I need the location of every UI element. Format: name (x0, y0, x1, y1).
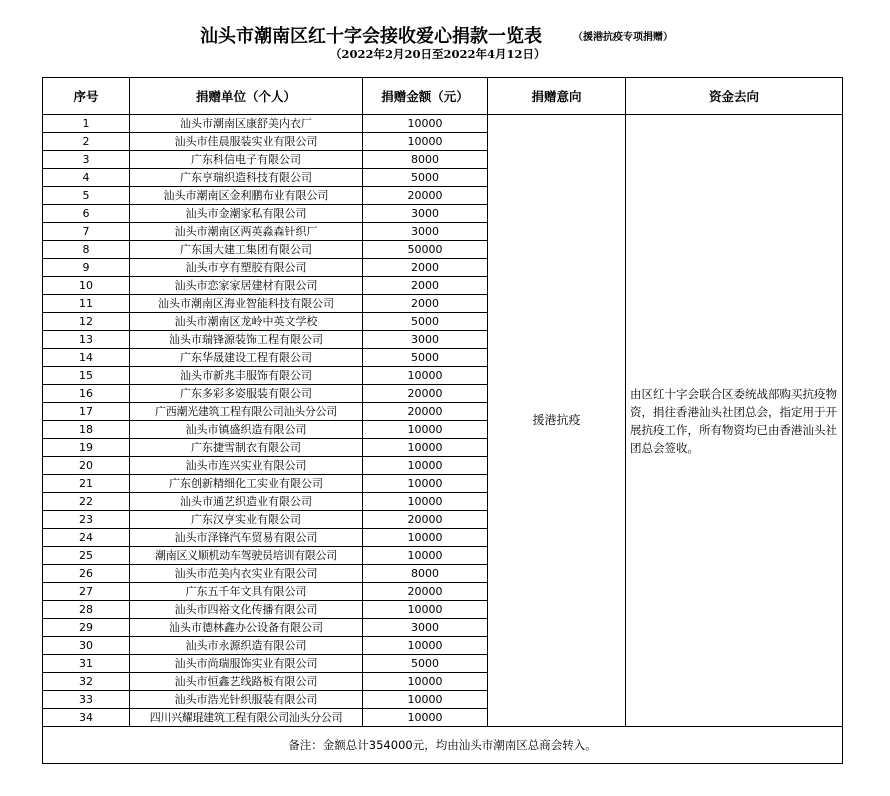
donation-amount: 10000 (363, 637, 488, 655)
document-title: 汕头市潮南区红十字会接收爱心捐款一览表 (200, 26, 542, 47)
donation-amount: 3000 (363, 205, 488, 223)
row-number: 24 (43, 529, 130, 547)
donation-amount: 10000 (363, 709, 488, 727)
column-header-amount: 捐赠金额（元） (363, 78, 488, 115)
row-number: 17 (43, 403, 130, 421)
row-number: 2 (43, 133, 130, 151)
donor-name: 汕头市镇盛织造有限公司 (130, 421, 363, 439)
donor-name: 广东科信电子有限公司 (130, 151, 363, 169)
donor-name: 汕头市潮南区两英淼森针织厂 (130, 223, 363, 241)
donation-amount: 20000 (363, 187, 488, 205)
donor-name: 汕头市范美内衣实业有限公司 (130, 565, 363, 583)
donor-name: 广东捷雪制衣有限公司 (130, 439, 363, 457)
row-number: 31 (43, 655, 130, 673)
donor-name: 广东多彩多姿服装有限公司 (130, 385, 363, 403)
donation-amount: 10000 (363, 475, 488, 493)
donation-amount: 5000 (363, 349, 488, 367)
row-number: 25 (43, 547, 130, 565)
table-row (43, 115, 843, 133)
donor-name: 广东汉亨实业有限公司 (130, 511, 363, 529)
donation-amount: 5000 (363, 655, 488, 673)
row-number: 22 (43, 493, 130, 511)
donor-name: 汕头市恒鑫艺线路板有限公司 (130, 673, 363, 691)
donor-name: 汕头市潮南区海业智能科技有限公司 (130, 295, 363, 313)
donation-amount: 10000 (363, 115, 488, 133)
donor-name: 汕头市泽锋汽车贸易有限公司 (130, 529, 363, 547)
row-number: 29 (43, 619, 130, 637)
donor-name: 汕头市通艺织造业有限公司 (130, 493, 363, 511)
row-number: 8 (43, 241, 130, 259)
row-number: 20 (43, 457, 130, 475)
donation-amount: 2000 (363, 277, 488, 295)
row-number: 16 (43, 385, 130, 403)
column-header-no: 序号 (43, 78, 130, 115)
donor-name: 广东创新精细化工实业有限公司 (130, 475, 363, 493)
donation-amount: 10000 (363, 421, 488, 439)
donor-name: 汕头市尚瑞服饰实业有限公司 (130, 655, 363, 673)
donation-amount: 20000 (363, 511, 488, 529)
row-number: 3 (43, 151, 130, 169)
donor-name: 四川兴耀琨建筑工程有限公司汕头分公司 (130, 709, 363, 727)
row-number: 27 (43, 583, 130, 601)
donation-amount: 10000 (363, 133, 488, 151)
row-number: 33 (43, 691, 130, 709)
row-number: 13 (43, 331, 130, 349)
fund-destination: 由区红十字会联合区委统战部购买抗疫物资，捐往香港汕头社团总会，指定用于开展抗疫工作，所有物资均已由香港汕头社团总会签收。 (626, 115, 843, 727)
donation-amount: 10000 (363, 691, 488, 709)
donor-name: 广东华晟建设工程有限公司 (130, 349, 363, 367)
donor-name: 广东国大建工集团有限公司 (130, 241, 363, 259)
donor-name: 汕头市瑞锋源装饰工程有限公司 (130, 331, 363, 349)
donor-name: 广西潮光建筑工程有限公司汕头分公司 (130, 403, 363, 421)
row-number: 12 (43, 313, 130, 331)
donation-amount: 20000 (363, 583, 488, 601)
donation-amount: 5000 (363, 313, 488, 331)
table-header-row (43, 78, 843, 115)
footnote: 备注：金额总计354000元，均由汕头市潮南区总商会转入。 (43, 727, 843, 764)
donation-amount: 3000 (363, 619, 488, 637)
row-number: 14 (43, 349, 130, 367)
donation-amount: 3000 (363, 223, 488, 241)
date-range-subtitle: （2022年2月20日至2022年4月12日） (330, 47, 546, 61)
donation-amount: 50000 (363, 241, 488, 259)
donor-name: 汕头市四裕文化传播有限公司 (130, 601, 363, 619)
donation-amount: 10000 (363, 439, 488, 457)
donation-amount: 20000 (363, 385, 488, 403)
column-header-donor: 捐赠单位（个人） (130, 78, 363, 115)
donation-amount: 20000 (363, 403, 488, 421)
donation-amount: 10000 (363, 529, 488, 547)
donation-intent: 援港抗疫 (488, 115, 626, 727)
row-number: 23 (43, 511, 130, 529)
donor-name: 汕头市连兴实业有限公司 (130, 457, 363, 475)
donation-amount: 8000 (363, 565, 488, 583)
row-number: 11 (43, 295, 130, 313)
row-number: 32 (43, 673, 130, 691)
donation-amount: 8000 (363, 151, 488, 169)
donor-name: 汕头市佳晨服装实业有限公司 (130, 133, 363, 151)
donation-amount: 10000 (363, 493, 488, 511)
column-header-destination: 资金去向 (626, 78, 843, 115)
donation-amount: 10000 (363, 367, 488, 385)
row-number: 1 (43, 115, 130, 133)
row-number: 28 (43, 601, 130, 619)
row-number: 19 (43, 439, 130, 457)
row-number: 4 (43, 169, 130, 187)
donation-amount: 2000 (363, 295, 488, 313)
donor-name: 汕头市金潮家私有限公司 (130, 205, 363, 223)
donor-name: 汕头市恋家家居建材有限公司 (130, 277, 363, 295)
title-note: （援港抗疫专项捐赠） (573, 32, 673, 43)
row-number: 26 (43, 565, 130, 583)
donation-amount: 3000 (363, 331, 488, 349)
row-number: 15 (43, 367, 130, 385)
donor-name: 汕头市新兆丰服饰有限公司 (130, 367, 363, 385)
footnote-row (43, 727, 843, 764)
donor-name: 汕头市永源织造有限公司 (130, 637, 363, 655)
donor-name: 汕头市潮南区康舒美内衣厂 (130, 115, 363, 133)
row-number: 9 (43, 259, 130, 277)
donor-name: 汕头市浩光针织服装有限公司 (130, 691, 363, 709)
donor-name: 潮南区义顺机动车驾驶员培训有限公司 (130, 547, 363, 565)
donation-amount: 5000 (363, 169, 488, 187)
row-number: 18 (43, 421, 130, 439)
row-number: 30 (43, 637, 130, 655)
donor-name: 汕头市亨有塑胶有限公司 (130, 259, 363, 277)
document-header (0, 18, 890, 68)
donor-name: 广东亨瑞织造科技有限公司 (130, 169, 363, 187)
donation-amount: 10000 (363, 457, 488, 475)
donation-amount: 10000 (363, 547, 488, 565)
row-number: 5 (43, 187, 130, 205)
column-header-intent: 捐赠意向 (488, 78, 626, 115)
donor-name: 汕头市德林鑫办公设备有限公司 (130, 619, 363, 637)
row-number: 7 (43, 223, 130, 241)
donor-name: 汕头市潮南区金利鹏布业有限公司 (130, 187, 363, 205)
donor-name: 广东五千年文具有限公司 (130, 583, 363, 601)
donation-amount: 10000 (363, 601, 488, 619)
row-number: 34 (43, 709, 130, 727)
donor-name: 汕头市潮南区龙岭中英文学校 (130, 313, 363, 331)
row-number: 6 (43, 205, 130, 223)
donation-amount: 10000 (363, 673, 488, 691)
row-number: 10 (43, 277, 130, 295)
row-number: 21 (43, 475, 130, 493)
donation-table (42, 77, 843, 764)
donation-amount: 2000 (363, 259, 488, 277)
